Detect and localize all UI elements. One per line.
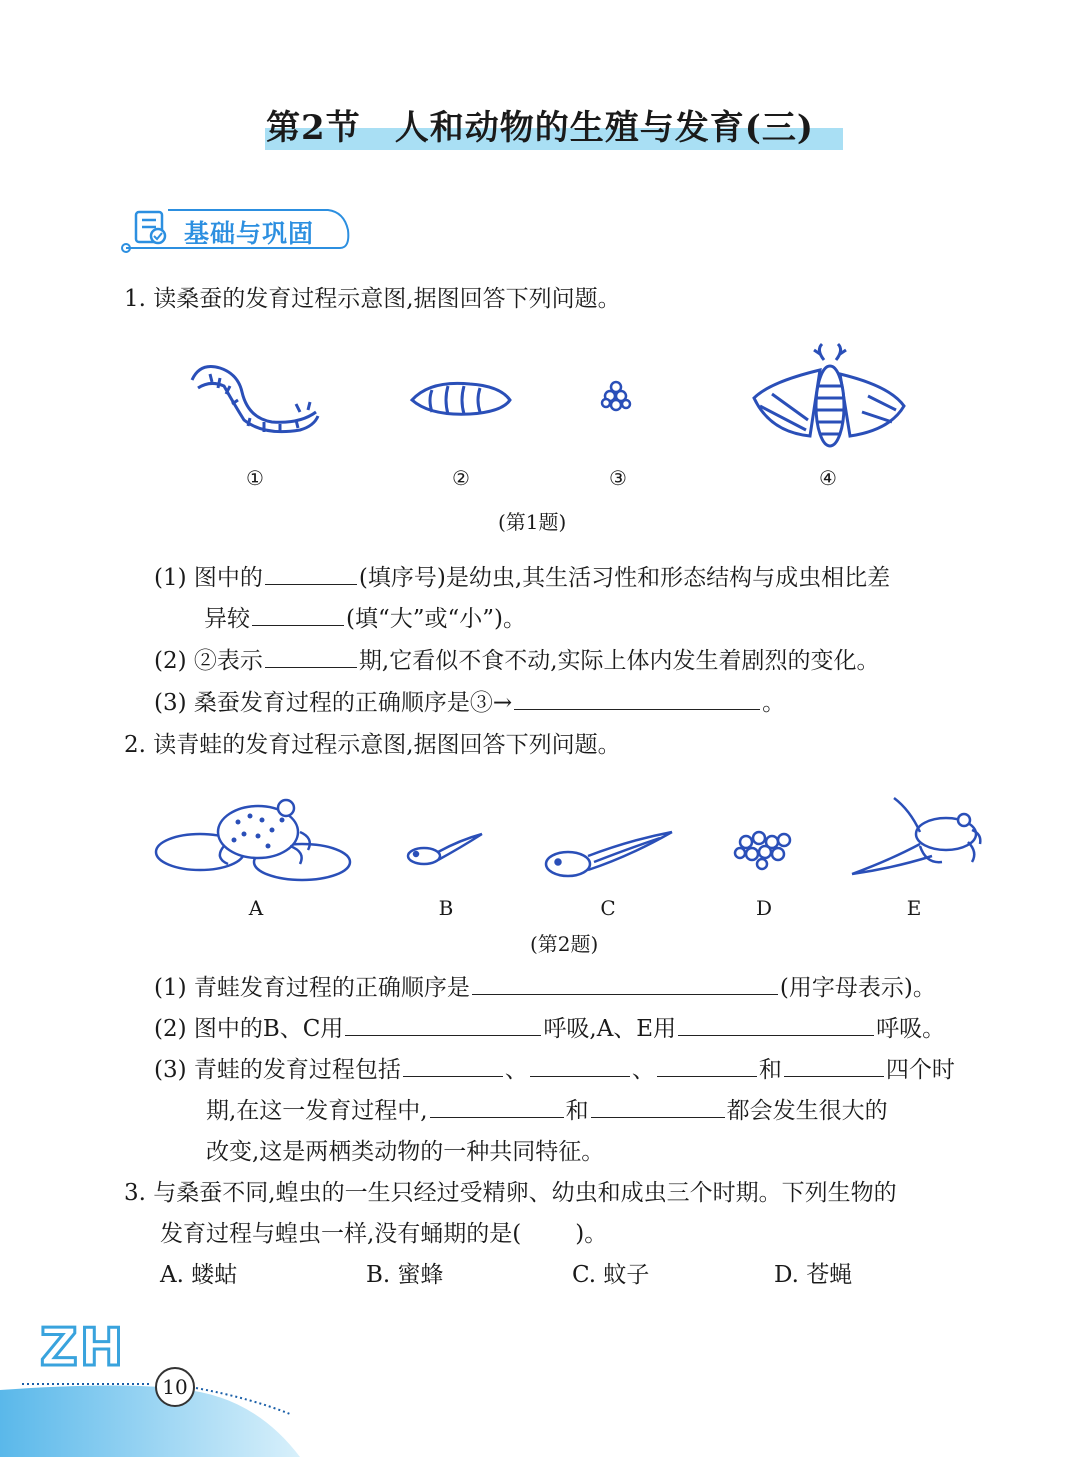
section-badge-label: 基础与巩固 xyxy=(184,219,315,248)
q2-blank-6[interactable] xyxy=(657,1054,757,1077)
q1-caption: (第1题) xyxy=(498,510,567,534)
silkworm-figure xyxy=(180,340,920,460)
q1-part1-line2: 异较 (填“大”或“小”)。 xyxy=(204,603,526,635)
q1-label-1: ① xyxy=(246,466,264,490)
q1-part3: (3) 桑蚕发育过程的正确顺序是③→ 。 xyxy=(154,687,785,719)
q1-part1-line1: (1) 图中的 (填序号)是幼虫,其生活习性和形态结构与成虫相比差 xyxy=(154,562,890,594)
q2-label-a: A xyxy=(248,896,264,920)
larva-drawing xyxy=(192,367,318,433)
froglet-e-drawing xyxy=(852,798,980,874)
q2-part3-line1: (3) 青蛙的发育过程包括 、 、 和 四个时 xyxy=(154,1054,955,1086)
checklist-icon xyxy=(136,212,165,243)
page-number: 10 xyxy=(155,1367,195,1407)
footer-logo: ZH xyxy=(40,1318,126,1378)
q2-blank-8[interactable] xyxy=(430,1095,564,1118)
q2-blank-2[interactable] xyxy=(345,1013,541,1036)
q1-label-2: ② xyxy=(452,466,470,490)
section-title: 人和动物的生殖与发育(三) xyxy=(394,108,814,148)
q3-option-c[interactable]: C. 蚊子 xyxy=(572,1262,650,1288)
q1-label-4: ④ xyxy=(819,466,837,490)
q2-caption: (第2题) xyxy=(530,932,599,956)
q2-blank-9[interactable] xyxy=(591,1095,725,1118)
q2-blank-5[interactable] xyxy=(530,1054,630,1077)
q2-blank-7[interactable] xyxy=(784,1054,884,1077)
q3-option-a[interactable]: A. 蝼蛄 xyxy=(160,1262,238,1288)
frog-eggs-drawing xyxy=(735,832,790,869)
q1-blank-1[interactable] xyxy=(265,562,357,585)
page-title xyxy=(0,100,1080,149)
moth-drawing xyxy=(754,344,904,446)
section-number: 第2节 xyxy=(266,108,361,148)
pupa-drawing xyxy=(412,383,510,414)
q2-label-c: C xyxy=(600,896,616,920)
q1-label-3: ③ xyxy=(609,466,627,490)
q3-option-d[interactable]: D. 苍蝇 xyxy=(774,1262,853,1288)
q3-stem-line1: 3. 与桑蚕不同,蝗虫的一生只经过受精卵、幼虫和成虫三个时期。下列生物的 xyxy=(124,1180,897,1206)
q2-blank-1[interactable] xyxy=(472,972,778,995)
q2-label-e: E xyxy=(906,896,922,920)
q2-label-b: B xyxy=(438,896,454,920)
q1-blank-2[interactable] xyxy=(252,603,344,626)
q1-part2: (2) ②表示 期,它看似不食不动,实际上体内发生着剧烈的变化。 xyxy=(154,645,880,677)
q2-blank-3[interactable] xyxy=(678,1013,874,1036)
frog-figure xyxy=(150,790,990,900)
q2-part3-line3: 改变,这是两栖类动物的一种共同特征。 xyxy=(206,1139,605,1165)
q2-label-d: D xyxy=(755,896,773,920)
q2-part1: (1) 青蛙发育过程的正确顺序是 (用字母表示)。 xyxy=(154,972,936,1004)
q1-stem: 1. 读桑蚕的发育过程示意图,据图回答下列问题。 xyxy=(124,286,621,312)
eggs-drawing xyxy=(602,382,630,410)
adult-frog-drawing xyxy=(156,800,350,880)
q2-stem: 2. 读青蛙的发育过程示意图,据图回答下列问题。 xyxy=(124,732,621,758)
tadpole-c-drawing xyxy=(546,832,672,876)
q3-option-b[interactable]: B. 蜜蜂 xyxy=(366,1262,444,1288)
q2-part2: (2) 图中的B、C用 呼吸,A、E用 呼吸。 xyxy=(154,1013,945,1045)
q2-part3-line2: 期,在这一发育过程中, 和 都会发生很大的 xyxy=(206,1095,888,1127)
q2-blank-4[interactable] xyxy=(403,1054,503,1077)
tadpole-b-drawing xyxy=(408,834,482,864)
q1-blank-4[interactable] xyxy=(514,687,760,710)
q3-stem-line2: 发育过程与蝗虫一样,没有蛹期的是( )。 xyxy=(160,1221,608,1247)
q1-blank-3[interactable] xyxy=(265,645,357,668)
